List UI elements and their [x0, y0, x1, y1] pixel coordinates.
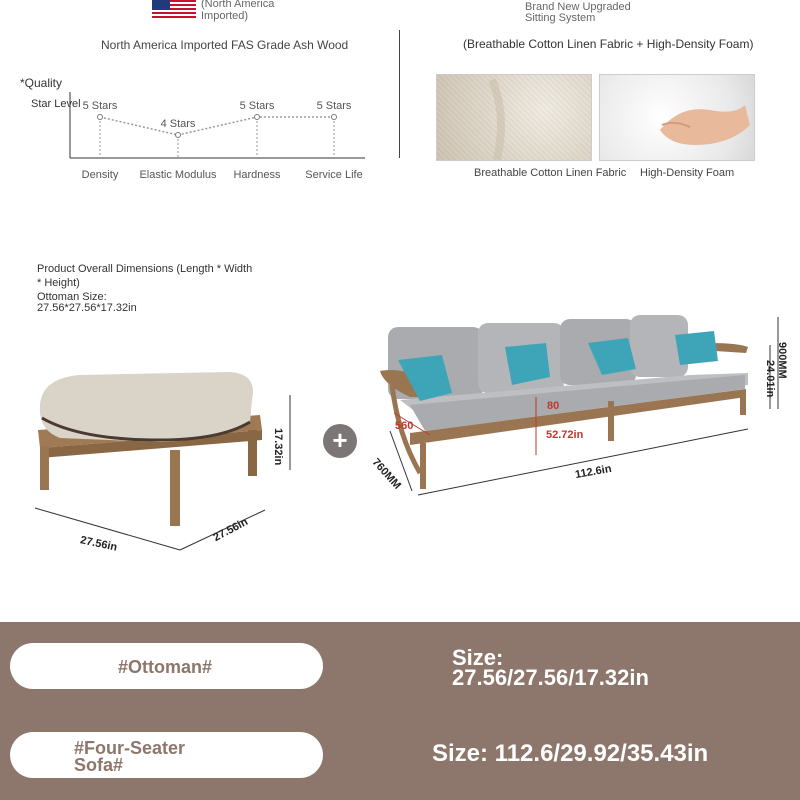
sofa-height-in-label: 24.01in: [764, 360, 776, 398]
quality-star-chart: [60, 92, 370, 182]
seat-offset-label: 80: [547, 400, 560, 412]
category-label: Elastic Modulus: [139, 169, 217, 181]
ottoman-height-label: 17.32in: [272, 428, 284, 466]
data-label: 5 Stars: [239, 100, 275, 112]
ottoman-width-label: 27.56in: [79, 534, 119, 554]
category-label: Service Life: [305, 169, 363, 181]
data-point: [98, 115, 103, 120]
foam-image: [599, 74, 755, 161]
category-label: Hardness: [233, 169, 281, 181]
overall-dimensions-label: Product Overall Dimensions (Length * Width * Height): [37, 263, 253, 289]
data-point: [332, 115, 337, 120]
wood-title: North America Imported FAS Grade Ash Wood: [101, 38, 349, 52]
sofa-length-label: 112.6in: [574, 462, 613, 482]
data-label: 5 Stars: [82, 100, 118, 112]
sofa-name-pill: [10, 732, 323, 778]
upgrade-note: Brand New Upgraded Sitting System: [525, 1, 631, 24]
section-divider: [399, 30, 400, 158]
foam-caption: High-Density Foam: [640, 167, 735, 179]
quality-label: *Quality: [20, 76, 63, 90]
sofa-size-summary: Size: 112.6/29.92/35.43in: [432, 740, 709, 767]
data-point: [176, 133, 181, 138]
ottoman-name: #Ottoman#: [118, 657, 213, 677]
seat-depth-label: 560: [395, 420, 414, 432]
ottoman-depth-label: 27.56in: [211, 515, 250, 545]
ottoman-name-pill: [10, 643, 323, 689]
us-flag-icon: [152, 0, 196, 20]
star-level-label: Star Level: [31, 98, 81, 110]
sofa-name: #Four-Seater Sofa#: [74, 738, 186, 775]
series-line: [100, 117, 334, 135]
fabric-title: (Breathable Cotton Linen Fabric + High-Density Foam): [463, 37, 754, 51]
origin-note: (North America Imported): [201, 0, 275, 22]
sofa-height-mm-label: 900MM: [776, 342, 788, 379]
data-label: 4 Stars: [160, 118, 196, 130]
ottoman-illustration: [20, 360, 320, 580]
linen-caption: Breathable Cotton Linen Fabric: [474, 167, 627, 179]
data-label: 5 Stars: [316, 100, 352, 112]
category-label: Density: [81, 169, 119, 181]
plus-icon: +: [323, 424, 357, 458]
ottoman-size-label: Ottoman Size: 27.56*27.56*17.32in: [37, 291, 137, 314]
sofa-depth-label: 760MM: [369, 456, 404, 492]
ottoman-size-summary: Size: 27.56/27.56/17.32in: [452, 645, 649, 690]
data-point: [255, 115, 260, 120]
linen-fabric-image: [436, 74, 592, 161]
seat-height-label: 52.72in: [546, 429, 584, 441]
